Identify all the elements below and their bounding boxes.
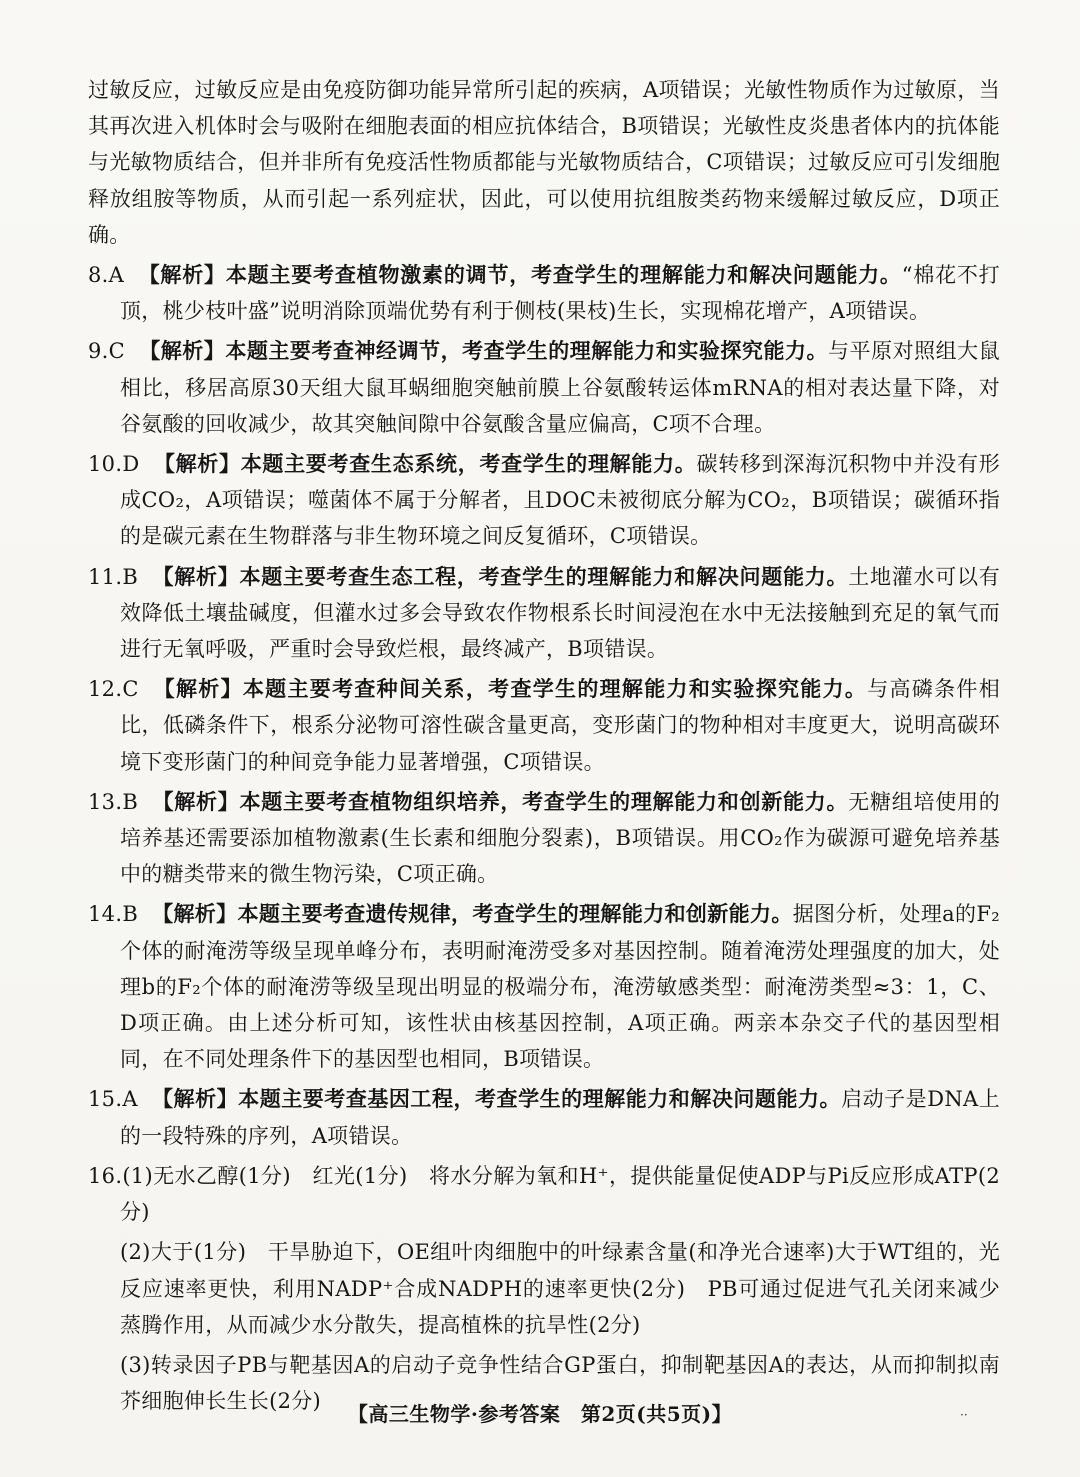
item-number: 13.	[88, 789, 123, 814]
item-number: 12.	[88, 677, 123, 702]
item-number: 14.	[88, 902, 123, 927]
page-footer: 【高三生物学·参考答案 第2页(共5页)】	[347, 1402, 733, 1426]
item-lead: 本题主要考查植物组织培养，考查学生的理解能力和创新能力。	[239, 788, 849, 814]
item-tag: 【解析】	[152, 788, 240, 814]
item-answer: A	[122, 1087, 138, 1112]
item-body: 与平原对照组大鼠相比，移居高原30天组大鼠耳蜗细胞突触前膜上谷氨酸转运体mRNA的相对表达量下降，对谷氨酸的回收减少，故其突触间隙中谷氨酸含量应偏高，C项不合理。	[120, 339, 1001, 436]
item-answer: B	[122, 902, 139, 927]
item-number: 16.	[88, 1163, 123, 1188]
item-lead: 本题主要考查遗传规律，考查学生的理解能力和创新能力。	[237, 901, 793, 927]
answer-item-12	[88, 671, 1000, 780]
q16-part1: (1)无水乙醇(1分) 红光(1分) 将水分解为氧和H⁺，提供能量促使ADP与Pi反应形成ATP(2分)	[120, 1163, 1000, 1225]
item-body: 碳转移到深海沉积物中并没有形成CO₂，A项错误；噬菌体不属于分解者，且DOC未被彻底分解为CO₂，B项错误；碳循环指的是碳元素在生物群落与非生物环境之间反复循环，C项错误。	[120, 452, 1000, 549]
item-tag: 【解析】	[151, 1086, 239, 1112]
item-lead: 本题主要考查基因工程，考查学生的理解能力和解决问题能力。	[238, 1086, 842, 1112]
corner-mark: ··	[960, 1408, 968, 1422]
item-answer: B	[122, 789, 139, 814]
answer-item-13	[88, 784, 1000, 893]
item-answer: B	[122, 564, 139, 589]
answer-item-15	[88, 1081, 1000, 1153]
intro-paragraph: 过敏反应，过敏反应是由免疫防御功能异常所引起的疾病，A项错误；光敏性物质作为过敏原，当其再次进入机体时会与吸附在细胞表面的相应抗体结合，B项错误；光敏性皮炎患者体内的抗体能与光敏物质结合，但并非所有免疫活性物质都能与光敏物质结合，C项错误；过敏反应可引发细胞释放组胺等物质，从而引起一系列症状，因此，可以使用抗组胺类药物来缓解过敏反应，D项正确。	[88, 78, 1000, 247]
item-number: 11.	[88, 564, 123, 589]
item-answer: D	[122, 452, 140, 477]
q16-part2: (2)大于(1分) 干旱胁迫下，OE组叶肉细胞中的叶绿素含量(和净光合速率)大于WT组的，光反应速率更快，利用NADP⁺合成NADPH的速率更快(2分) PB可通过促进气孔关闭来减少蒸腾作用，从而减少水分散失，提高植株的抗旱性(2分)	[120, 1240, 1000, 1337]
answer-item-14	[88, 896, 1000, 1077]
item-body: 启动子是DNA上的一段特殊的序列，A项错误。	[120, 1087, 1001, 1148]
answer-items	[88, 257, 1000, 1154]
answer-item-9	[88, 333, 1000, 442]
item-lead: 本题主要考查生态工程，考查学生的理解能力和解决问题能力。	[239, 563, 849, 589]
item-tag: 【解析】	[153, 451, 241, 477]
item-number: 15.	[88, 1087, 123, 1112]
item-number: 10.	[88, 452, 123, 477]
item-lead: 本题主要考查神经调节，考查学生的理解能力和实验探究能力。	[225, 338, 829, 364]
answer-item-8	[88, 257, 1000, 329]
item-tag: 【解析】	[139, 338, 226, 364]
item-tag: 【解析】	[152, 563, 240, 589]
item-body: 土地灌水可以有效降低土壤盐碱度，但灌水过多会导致农作物根系长时间浸泡在水中无法接触到充足的氧气而进行无氧呼吸，严重时会导致烂根，最终减产，B项错误。	[120, 564, 1001, 662]
item-lead: 本题主要考查生态系统，考查学生的理解能力。	[240, 451, 697, 477]
item-lead: 本题主要考查植物激素的调节，考查学生的理解能力和解决问题能力。	[225, 262, 902, 288]
item-answer: A	[108, 263, 125, 288]
answer-item-11	[88, 559, 1000, 668]
item-body: 与高磷条件相比，低磷条件下，根系分泌物可溶性碳含量更高，变形菌门的物种相对丰度更大，说明高碳环境下变形菌门的种间竞争能力显著增强，C项错误。	[120, 677, 1000, 774]
answer-item-16	[88, 1158, 1000, 1230]
answer-content	[88, 72, 1000, 1423]
item-answer: C	[108, 339, 126, 364]
item-number: 9.	[88, 339, 109, 364]
q16-part3: (3)转录因子PB与靶基因A的启动子竞争性结合GP蛋白，抑制靶基因A的表达，从而抑制拟南芥细胞伸长生长(2分)	[120, 1352, 1000, 1414]
item-tag: 【解析】	[152, 676, 243, 702]
item-body: 据图分析，处理a的F₂个体的耐淹涝等级呈现单峰分布，表明耐淹涝受多对基因控制。随着淹涝处理强度的加大，处理b的F₂个体的耐淹涝等级呈现出明显的极端分布，淹涝敏感类型：耐淹涝类型≈3：1，C、D项正确。由上述分析可知，该性状由核基因控制，A项正确。两亲本杂交子代的基因型相同，在不同处理条件下的基因型也相同，B项错误。	[120, 902, 1000, 1072]
item-body: 无糖组培使用的培养基还需要添加植物激素(生长素和细胞分裂素)，B项错误。用CO₂作为碳源可避免培养基中的糖类带来的微生物污染，C项正确。	[120, 789, 1001, 887]
item-number: 8.	[88, 263, 109, 288]
item-lead: 本题主要考查种间关系，考查学生的理解能力和实验探究能力。	[242, 676, 868, 702]
item-answer: C	[122, 677, 139, 702]
item-tag: 【解析】	[152, 901, 238, 927]
item-body: “棉花不打顶，桃少枝叶盛”说明消除顶端优势有利于侧枝(果枝)生长，实现棉花增产，A项错误。	[120, 263, 1000, 324]
answer-item-10	[88, 446, 1000, 555]
item-tag: 【解析】	[138, 262, 226, 288]
